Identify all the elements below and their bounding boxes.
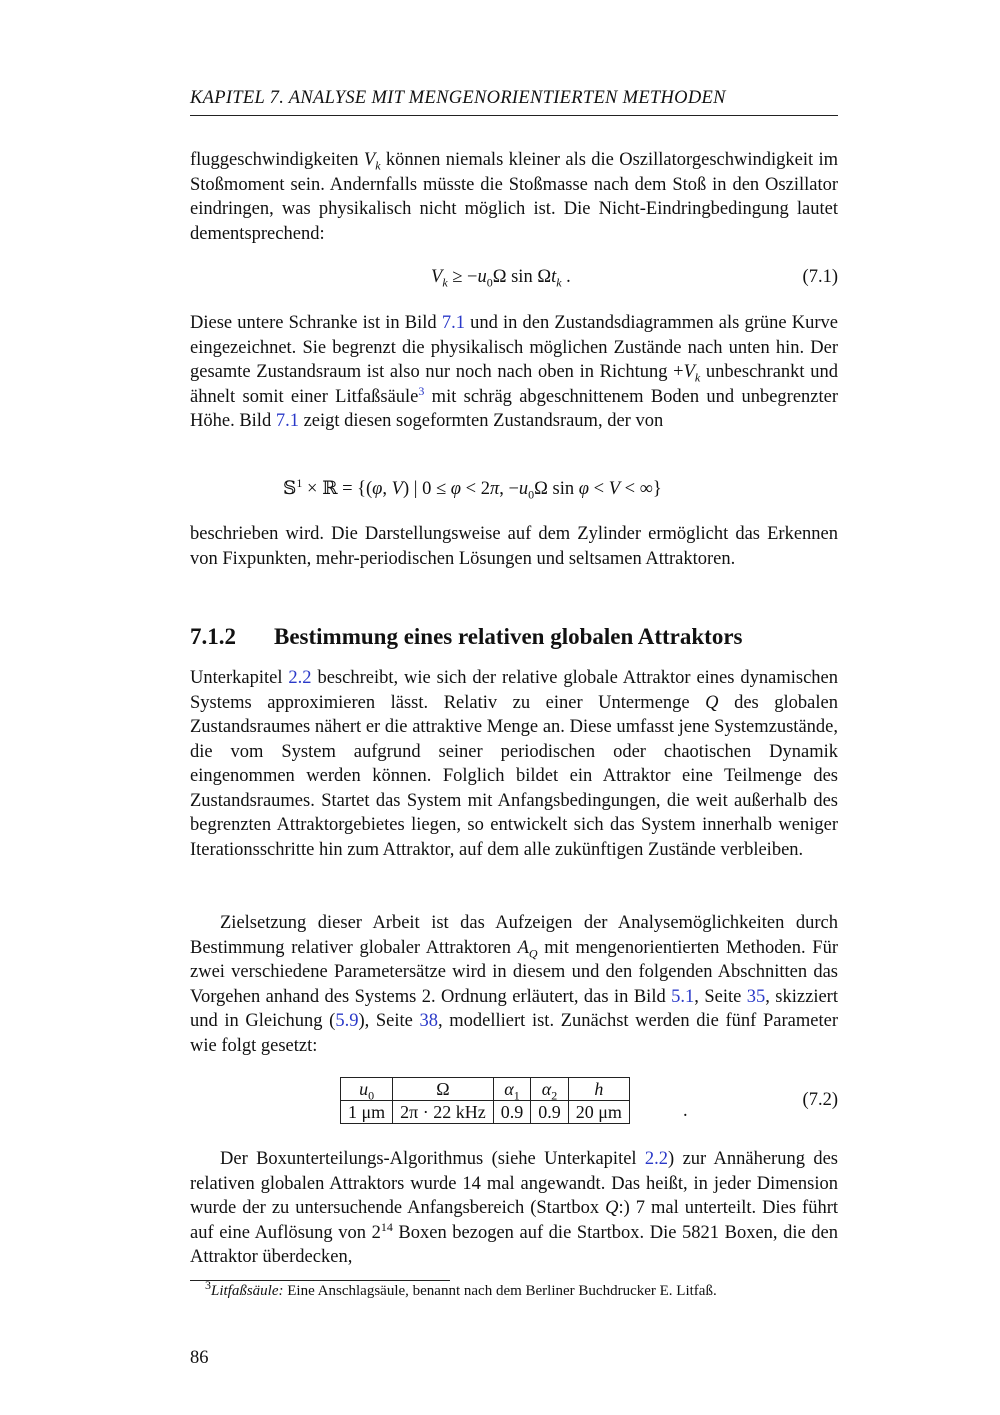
math-Q: Q bbox=[605, 1198, 619, 1218]
exponent: 14 bbox=[380, 1219, 393, 1234]
params-table-value-row bbox=[341, 1101, 630, 1124]
params-table bbox=[340, 1077, 630, 1124]
footnote bbox=[205, 1278, 845, 1300]
page-number: 86 bbox=[190, 1348, 209, 1368]
running-header: KAPITEL 7. ANALYSE MIT MENGENORIENTIERTEN METHODEN bbox=[190, 88, 726, 108]
section-heading bbox=[190, 624, 840, 650]
page-link-35[interactable]: 35 bbox=[746, 986, 766, 1007]
params-table-header-row bbox=[341, 1078, 630, 1101]
math-V-k: $V_k$ bbox=[683, 362, 701, 385]
math-Q: Q bbox=[705, 692, 719, 713]
paragraph-2: Diese untere Schranke ist in Bild 7.1 und in den Zustandsdiagrammen als grüne Kurve eingezeichnet. Sie begrenzt die physikalisch möglichen Zustände nach unten hin. Der gesamte Zustandsraum ist also nur noch nach oben in Richtung $+V_k$ unbeschrankt und ähnelt somit einer Litfaßsäule$^3$ mit schräg abgeschnittenem Boden und unbegrenzter Höhe. Bild 7.1 zeigt diesen sogeformten Zustandsraum, der von bbox=[190, 313, 839, 431]
state-space-formula: 𝕊$^1$ × ℝ = {(φ, V) | 0 ≤ φ < 2π, $-u_0\Omega$ sin φ < V < ∞} bbox=[283, 475, 662, 502]
paragraph-5: Zielsetzung dieser Arbeit ist das Aufzeigen der Analysemöglichkeiten durch Bestimmung relativer globaler Attraktoren $A_Q$ mit mengenorientierten Methoden. Für zwei verschiedene Parametersätze wird in diesem und den folgenden Abschnitten das Vorgehen anhand des Systems 2. Ordnung erläutert, das in Bild 5.1, Seite 35, skizziert und in Gleichung (5.9), Seite 38, modelliert ist. Zunächst werden die fünf Parameter wie folgt gesetzt: bbox=[190, 913, 838, 1056]
equation-number-7-1: (7.1) bbox=[802, 267, 838, 287]
footnote-text: Eine Anschlagsäule, benannt nach dem Berliner Buchdrucker E. Litfaß. bbox=[283, 1283, 717, 1299]
figure-link-5-1[interactable]: 5.1 bbox=[671, 986, 695, 1007]
figure-link-7-1-second[interactable]: 7.1 bbox=[275, 411, 299, 431]
equation-period: . bbox=[683, 1101, 688, 1121]
equation-7-1-body: $V_k \ge -u_0\Omega$ $\sin \Omega t_k$ . bbox=[431, 267, 571, 290]
page-link-38[interactable]: 38 bbox=[419, 1011, 439, 1031]
equation-link-5-9[interactable]: 5.9 bbox=[335, 1011, 359, 1031]
paragraph-6: Der Boxunterteilungs-Algorithmus (siehe Unterkapitel 2.2) zur Annäherung des relativen globalen Attraktors wurde 14 mal angewandt. Das heißt, in jeder Dimension wurde der zu untersuchende Anfangsbereich (Startbox Q:) 7 mal unterteilt. Dies führt auf eine Auflösung von $2^{14}$ Boxen bezogen auf die Startbox. Die 5821 Boxen, die den Attraktor überdecken, bbox=[190, 1149, 838, 1267]
paragraph-3: beschrieben wird. Die Darstellungsweise auf dem Zylinder ermöglicht das Erkennen von Fixpunkten, mehr-periodischen Lösungen und seltsamen Attraktoren. bbox=[190, 524, 838, 569]
figure-link-7-1[interactable]: 7.1 bbox=[441, 313, 465, 333]
param-header: Ω bbox=[393, 1078, 494, 1101]
param-value: 2π · 22 kHz bbox=[393, 1101, 494, 1124]
footnote-rule bbox=[190, 1280, 450, 1281]
section-title: Bestimmung eines relativen globalen Attraktors bbox=[274, 624, 743, 649]
chapter-link-2-2[interactable]: 2.2 bbox=[288, 668, 312, 688]
equation-number-7-2: (7.2) bbox=[802, 1090, 838, 1110]
param-value: 0.9 bbox=[493, 1101, 531, 1124]
param-header: $\alpha_2$ bbox=[531, 1078, 569, 1101]
param-value: 0.9 bbox=[531, 1101, 569, 1124]
param-header: $\alpha_1$ bbox=[493, 1078, 531, 1101]
paragraph-4: Unterkapitel 2.2 beschreibt, wie sich der relative globale Attraktor eines dynamischen Systems approximieren lässt. Relativ zu einer Untermenge Q des globalen Zustandsraumes nähert er die attraktive Menge an. Diese umfasst jene Systemzustände, die vom System aufgrund seiner periodischen oder chaotischen Dynamik eingenommen werden können. Folglich bildet ein Attraktor eine Teilmenge des Zustandsraumes. Startet das System mit Anfangsbedingungen, die weit außerhalb des begrenzten Attraktorgebietes liegen, so entwickelt sich das System innerhalb weniger Iterationsschritte hin zum Attraktor, auf dem alle zukünftigen Zustände verbleiben. bbox=[190, 668, 838, 860]
param-header: $u_0$ bbox=[341, 1078, 393, 1101]
footnote-term: Litfaßsäule: bbox=[211, 1283, 284, 1299]
footnote-number: 3 bbox=[205, 1278, 211, 1292]
footnote-marker[interactable]: 3 bbox=[418, 383, 425, 398]
paragraph-1: fluggeschwindigkeiten $V_k$ können niemals kleiner als die Oszillatorgeschwindigkeit im Stoßmoment sein. Andernfalls müsste die Stoßmasse nach dem Stoß in den Oszillator eindringen, was physikalisch nicht möglich ist. Die Nicht-Eindringbedingung lautet dementsprechend: bbox=[190, 150, 839, 244]
params-table-wrap bbox=[340, 1077, 630, 1124]
section-number: 7.1.2 bbox=[190, 624, 236, 649]
param-header: h bbox=[568, 1078, 629, 1101]
param-value: 20 μm bbox=[568, 1101, 629, 1124]
chapter-link-2-2-second[interactable]: 2.2 bbox=[644, 1149, 669, 1169]
header-rule bbox=[190, 115, 838, 116]
math-A-Q: $A_Q$ bbox=[517, 937, 538, 961]
param-value: 1 μm bbox=[341, 1101, 393, 1124]
math-V-k: $V_k$ bbox=[363, 150, 381, 173]
